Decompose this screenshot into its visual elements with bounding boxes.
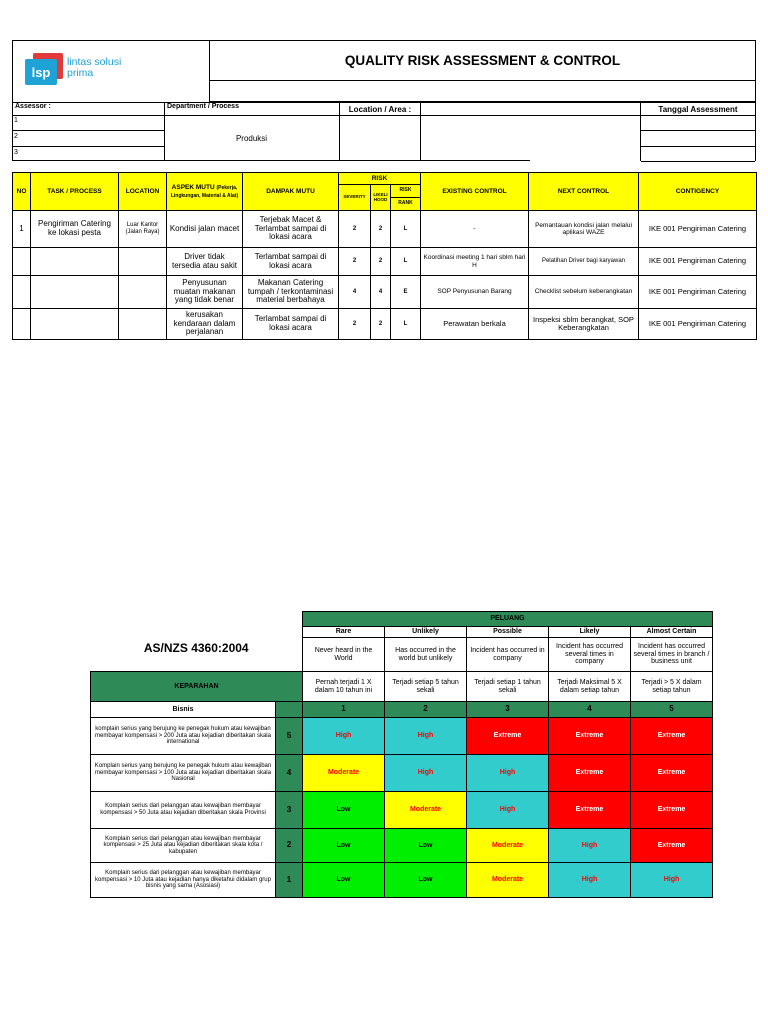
cell-next: Checklist sebelum keberangkatan — [529, 276, 639, 309]
cell-severity: 2 — [339, 248, 371, 276]
risk-level-cell: High — [303, 718, 385, 755]
cell-rank: L — [391, 248, 421, 276]
logo-text — [67, 57, 121, 79]
cell-location — [119, 309, 167, 340]
col-desc: Never heard in the World — [303, 638, 385, 672]
standard-title: AS/NZS 4360:2004 — [143, 641, 249, 656]
col-number: 4 — [549, 702, 631, 718]
severity-desc: Komplain serius dari pelanggan atau kewajiban membayar kompensasi > 50 Juta atau kejadian diberitakan skala Provinsi — [91, 792, 276, 829]
logo-line1: lintas solusi — [67, 56, 122, 68]
col-name: Likely — [549, 627, 631, 638]
cell-dampak: Terlambat sampai di lokasi acara — [243, 248, 339, 276]
cell-severity: 4 — [339, 276, 371, 309]
title-subbox — [209, 80, 756, 102]
matrix-row — [91, 755, 713, 792]
title-box — [209, 40, 756, 81]
matrix-row — [91, 718, 713, 755]
matrix-row — [91, 863, 713, 898]
date-rows — [640, 115, 756, 161]
cell-task — [31, 248, 119, 276]
cell-location — [119, 276, 167, 309]
cell-likelihood: 2 — [371, 309, 391, 340]
col-contigency: CONTIGENCY — [639, 173, 757, 211]
cell-aspek: Kondisi jalan macet — [167, 211, 243, 248]
col-task: TASK / PROCESS — [31, 173, 119, 211]
col-risk: RISK — [339, 173, 421, 185]
assessor-row-3: 3 — [14, 149, 18, 156]
logo-box — [12, 40, 209, 102]
cell-task: Pengiriman Catering ke lokasi pesta — [31, 211, 119, 248]
cell-next: Pemantauan kondisi jalan melalui aplikasi WAZE — [529, 211, 639, 248]
header-block — [12, 40, 756, 102]
cell-existing: Koordinasi meeting 1 hari sblm hari H — [421, 248, 529, 276]
cell-rank: E — [391, 276, 421, 309]
matrix-col-numbers — [91, 702, 713, 718]
cell-aspek: Penyusunan muatan makanan yang tidak benar — [167, 276, 243, 309]
matrix-row — [91, 792, 713, 829]
cell-existing: - — [421, 211, 529, 248]
col-name: Possible — [467, 627, 549, 638]
risk-level-cell: High — [549, 829, 631, 863]
bisnis-label: Bisnis — [91, 702, 276, 718]
col-freq: Terjadi setiap 1 tahun sekali — [467, 672, 549, 702]
logo-icon — [25, 53, 63, 85]
risk-level-cell: Moderate — [303, 755, 385, 792]
risk-level-cell: Low — [303, 863, 385, 898]
col-number: 2 — [385, 702, 467, 718]
col-likelihood: LIKELI HOOD — [371, 185, 391, 211]
col-desc: Incident has occurred several times in branch / business unit — [631, 638, 713, 672]
info-bottom-line — [12, 160, 530, 161]
date-cell: Tanggal Assessment — [640, 102, 756, 116]
col-next: NEXT CONTROL — [529, 173, 639, 211]
col-name: Rare — [303, 627, 385, 638]
severity-number: 5 — [276, 718, 303, 755]
cell-dampak: Makanan Catering tumpah / terkontaminasi material berbahaya — [243, 276, 339, 309]
severity-desc: Komplain serius dari pelanggan atau kewajiban membayar kompensasi > 25 Juta atau kejadian diberitakan skala kota / kabupaten — [91, 829, 276, 863]
risk-matrix — [90, 611, 713, 898]
severity-number: 4 — [276, 755, 303, 792]
keparahan-header: KEPARAHAN — [91, 672, 303, 702]
logo-mark: lsp — [25, 59, 57, 85]
table-row — [13, 248, 757, 276]
location-value — [339, 115, 421, 161]
cell-location — [119, 248, 167, 276]
risk-level-cell: Low — [303, 792, 385, 829]
info-gap — [420, 102, 641, 116]
cell-dampak: Terlambat sampai di lokasi acara — [243, 309, 339, 340]
risk-level-cell: Extreme — [631, 755, 713, 792]
col-number: 5 — [631, 702, 713, 718]
cell-no — [13, 276, 31, 309]
severity-number: 1 — [276, 863, 303, 898]
matrix-col-names — [91, 627, 713, 638]
department-cell: Department / Process — [164, 102, 340, 116]
cell-severity: 2 — [339, 211, 371, 248]
risk-level-cell: High — [549, 863, 631, 898]
col-freq: Terjadi > 5 X dalam setiap tahun — [631, 672, 713, 702]
risk-level-cell: Extreme — [631, 718, 713, 755]
cell-task — [31, 276, 119, 309]
cell-likelihood: 2 — [371, 248, 391, 276]
risk-level-cell: Extreme — [549, 792, 631, 829]
cell-aspek: kerusakan kendaraan dalam perjalanan — [167, 309, 243, 340]
cell-rank: L — [391, 211, 421, 248]
severity-desc: komplain serius yang berujung ke penegak hukum atau kewajiban membayar kompensasi > 200 Juta atau kejadian diberitakan skala international — [91, 718, 276, 755]
col-location: LOCATION — [119, 173, 167, 211]
assessor-row-2: 2 — [13, 131, 164, 147]
cell-existing: Perawatan berkala — [421, 309, 529, 340]
logo-line2: prima — [67, 67, 94, 79]
col-freq: Terjadi setiap 5 tahun sekali — [385, 672, 467, 702]
col-aspek: ASPEK MUTU (Pekerja, Lingkungan, Material & Alat) — [167, 173, 243, 211]
risk-level-cell: Extreme — [631, 792, 713, 829]
assessor-cell: Assessor : — [12, 102, 165, 116]
risk-level-cell: High — [385, 718, 467, 755]
matrix-row — [91, 829, 713, 863]
location-cell: Location / Area : — [339, 102, 421, 116]
risk-level-cell: High — [467, 792, 549, 829]
table-row — [13, 276, 757, 309]
cell-contigency: IKE 001 Pengiriman Catering — [639, 276, 757, 309]
table-row — [13, 211, 757, 248]
cell-aspek: Driver tidak tersedia atau sakit — [167, 248, 243, 276]
cell-rank: L — [391, 309, 421, 340]
col-name: Almost Certain — [631, 627, 713, 638]
col-severity: SEVERITY — [339, 185, 371, 211]
table-row — [13, 309, 757, 340]
cell-no — [13, 309, 31, 340]
risk-level-cell: Moderate — [467, 829, 549, 863]
cell-next: Inspeksi sblm berangkat, SOP Keberangkatan — [529, 309, 639, 340]
col-desc: Incident has occurred several times in company — [549, 638, 631, 672]
cell-severity: 2 — [339, 309, 371, 340]
risk-level-cell: Extreme — [467, 718, 549, 755]
cell-likelihood: 4 — [371, 276, 391, 309]
risk-level-cell: Extreme — [549, 718, 631, 755]
risk-level-cell: Low — [385, 829, 467, 863]
cell-contigency: IKE 001 Pengiriman Catering — [639, 211, 757, 248]
page-title: QUALITY RISK ASSESSMENT & CONTROL — [344, 53, 621, 68]
col-freq: Pernah terjadi 1 X dalam 10 tahun ini — [303, 672, 385, 702]
col-name: Unlikely — [385, 627, 467, 638]
col-number: 3 — [467, 702, 549, 718]
department-value: Produksi — [164, 115, 340, 161]
col-existing: EXISTING CONTROL — [421, 173, 529, 211]
cell-existing: SOP Penyusunan Barang — [421, 276, 529, 309]
cell-contigency: IKE 001 Pengiriman Catering — [639, 309, 757, 340]
cell-dampak: Terjebak Macet & Terlambat sampai di lokasi acara — [243, 211, 339, 248]
risk-level-cell: Moderate — [385, 792, 467, 829]
cell-contigency: IKE 001 Pengiriman Catering — [639, 248, 757, 276]
risk-table — [12, 172, 757, 340]
severity-number: 3 — [276, 792, 303, 829]
col-dampak: DAMPAK MUTU — [243, 173, 339, 211]
risk-level-cell: Extreme — [549, 755, 631, 792]
cell-likelihood: 2 — [371, 211, 391, 248]
cell-no: 1 — [13, 211, 31, 248]
col-number: 1 — [303, 702, 385, 718]
severity-number: 2 — [276, 829, 303, 863]
col-desc: Has occurred in the world but unlikely — [385, 638, 467, 672]
risk-level-cell: Extreme — [631, 829, 713, 863]
cell-location: Luar Kantor (Jalan Raya) — [119, 211, 167, 248]
risk-level-cell: High — [385, 755, 467, 792]
severity-desc: Komplain serius yang berujung ke penegak hukum atau kewajiban membayar kompensasi > 100 Juta atau kejadian diberitakan skala Nasional — [91, 755, 276, 792]
risk-level-cell: High — [631, 863, 713, 898]
col-rank: RANK — [391, 198, 421, 211]
risk-level-cell: Low — [385, 863, 467, 898]
col-risk-sub: RISK — [391, 185, 421, 198]
col-desc: Incident has occurred in company — [467, 638, 549, 672]
matrix-body — [91, 718, 713, 898]
cell-no — [13, 248, 31, 276]
assessor-rows — [12, 115, 165, 161]
risk-level-cell: Moderate — [467, 863, 549, 898]
col-no: NO — [13, 173, 31, 211]
cell-next: Pelatihan Driver bagi karyawan — [529, 248, 639, 276]
col-freq: Terjadi Maksimal 5 X dalam setiap tahun — [549, 672, 631, 702]
matrix-col-freq — [91, 672, 713, 702]
risk-level-cell: High — [467, 755, 549, 792]
cell-task — [31, 309, 119, 340]
risk-level-cell: Low — [303, 829, 385, 863]
peluang-header: PELUANG — [303, 612, 713, 627]
info-block — [12, 102, 756, 161]
severity-desc: Komplain serius dari pelanggan atau kewajiban membayar kompensasi > 10 Juta atau kejadian hanya diketahui didalam grup bisnis yang sama (Asosiasi) — [91, 863, 276, 898]
assessor-row-1: 1 — [13, 115, 164, 131]
